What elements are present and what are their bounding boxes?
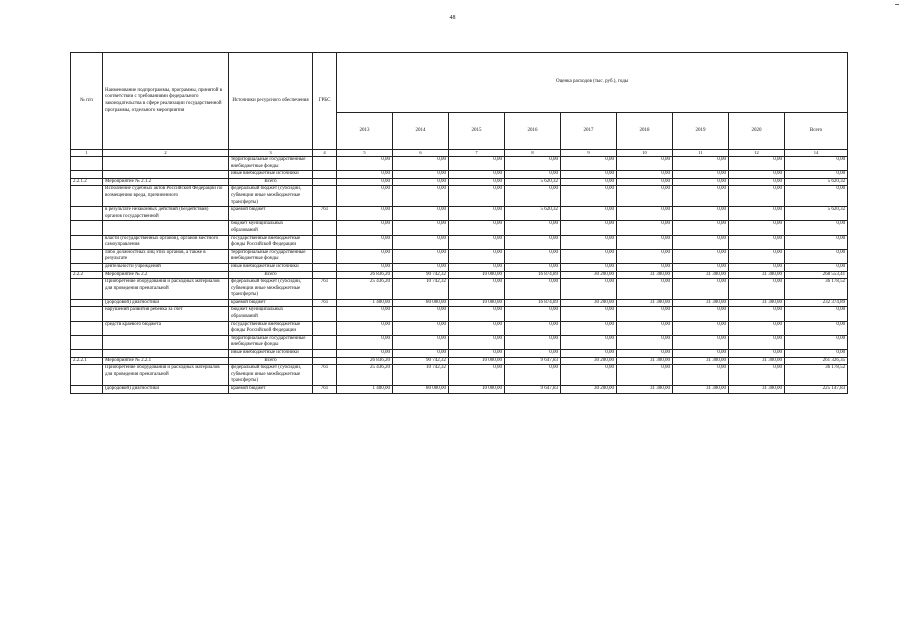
- row-grbs: [313, 157, 337, 171]
- column-index: 12: [729, 150, 785, 157]
- row-grbs: 761: [313, 299, 337, 307]
- row-value: 0,00: [393, 307, 449, 321]
- header-year: 2017: [561, 113, 617, 150]
- row-value: 0,00: [785, 307, 848, 321]
- row-grbs: 761: [313, 386, 337, 394]
- row-value: 0,00: [505, 157, 561, 171]
- row-grbs: [313, 271, 337, 279]
- row-value: 9 647,83: [505, 386, 561, 394]
- row-value: 0,00: [729, 365, 785, 386]
- header-name: Наименование подпрограммы, программы, принятой в соответствии с требованиями федерального законодательства в сфере реализации государственной программы, отдельного мероприятия: [103, 53, 229, 150]
- row-value: 10 000,00: [449, 271, 505, 279]
- column-index: 1: [71, 150, 103, 157]
- row-value: 9 647,83: [505, 357, 561, 365]
- row-value: 5 620,32: [505, 178, 561, 186]
- table-row: [71, 186, 848, 207]
- row-number: [71, 235, 103, 249]
- row-value: 0,00: [729, 263, 785, 271]
- row-value: 0,00: [617, 235, 673, 249]
- table-row: [71, 350, 848, 358]
- table-row: [71, 279, 848, 300]
- row-value: 0,00: [337, 307, 393, 321]
- row-value: 0,00: [337, 178, 393, 186]
- table-row: [71, 207, 848, 221]
- header-year: 2013: [337, 113, 393, 150]
- row-value: 30 200,00: [561, 299, 617, 307]
- row-grbs: 761: [313, 365, 337, 386]
- row-value: 16 874,89: [505, 271, 561, 279]
- row-grbs: [313, 357, 337, 365]
- row-value: 0,00: [617, 157, 673, 171]
- row-number: [71, 221, 103, 235]
- row-value: 0,00: [673, 221, 729, 235]
- row-value: 0,00: [337, 186, 393, 207]
- row-name: (дородовой) диагностики: [103, 386, 229, 394]
- row-source: территориальные государственные внебюджетные фонды: [229, 249, 313, 263]
- row-name: Приобретение оборудования и расходных материалов для проведения пренатальной: [103, 279, 229, 300]
- row-value: 36 178,52: [785, 365, 848, 386]
- row-value: 0,00: [673, 263, 729, 271]
- row-value: 0,00: [729, 321, 785, 335]
- row-value: 0,00: [449, 307, 505, 321]
- row-number: [71, 386, 103, 394]
- row-value: 10 000,00: [449, 386, 505, 394]
- row-value: 0,00: [673, 171, 729, 179]
- header-source: Источники ресурсного обеспечения: [229, 53, 313, 150]
- column-index: 7: [449, 150, 505, 157]
- row-value: 0,00: [449, 350, 505, 358]
- row-value: 0,00: [337, 249, 393, 263]
- row-value: 0,00: [337, 335, 393, 349]
- row-grbs: 761: [313, 207, 337, 221]
- row-value: 0,00: [505, 186, 561, 207]
- row-source: Всего: [229, 357, 313, 365]
- row-value: 0,00: [729, 249, 785, 263]
- row-value: 0,00: [617, 249, 673, 263]
- row-value: 0,00: [729, 186, 785, 207]
- row-value: 0,00: [337, 350, 393, 358]
- row-name: власти (государственных органов), органов местного самоуправления: [103, 235, 229, 249]
- row-value: 0,00: [617, 221, 673, 235]
- row-value: 232 374,89: [785, 299, 848, 307]
- row-value: 0,00: [561, 365, 617, 386]
- row-name: Мероприятие № 2.1.2: [103, 178, 229, 186]
- row-value: 31 300,00: [729, 271, 785, 279]
- row-value: 0,00: [673, 178, 729, 186]
- row-grbs: [313, 249, 337, 263]
- row-name: Исполнение судебных актов Российской Федерации по возмещению вреда, причиненного: [103, 186, 229, 207]
- row-value: 31 300,00: [673, 299, 729, 307]
- row-number: [71, 157, 103, 171]
- row-value: 0,00: [505, 350, 561, 358]
- header-grbs: ГРБС: [313, 53, 337, 150]
- table-row: [71, 171, 848, 179]
- row-name: либо должностных лиц этих органов, а также в результате: [103, 249, 229, 263]
- row-value: 0,00: [673, 279, 729, 300]
- row-source: Всего: [229, 271, 313, 279]
- row-source: краевой бюджет: [229, 299, 313, 307]
- row-value: 0,00: [449, 365, 505, 386]
- row-value: 261 326,35: [785, 357, 848, 365]
- table-row: [71, 386, 848, 394]
- row-value: 31 300,00: [617, 299, 673, 307]
- budget-table: [70, 52, 848, 394]
- row-value: 0,00: [505, 221, 561, 235]
- row-name: [103, 335, 229, 349]
- header-year: 2018: [617, 113, 673, 150]
- row-value: 25 436,20: [337, 279, 393, 300]
- row-value: 90 742,32: [393, 357, 449, 365]
- row-source: федеральный бюджет (субсидии, субвенции иные межбюджетные трансферты): [229, 279, 313, 300]
- row-name: деятельности учреждений: [103, 263, 229, 271]
- row-value: 0,00: [617, 263, 673, 271]
- row-grbs: [313, 178, 337, 186]
- table-row: [71, 178, 848, 186]
- row-value: 30 200,00: [561, 386, 617, 394]
- row-value: 0,00: [785, 335, 848, 349]
- row-value: 16 874,89: [505, 299, 561, 307]
- row-value: 0,00: [617, 335, 673, 349]
- row-number: [71, 321, 103, 335]
- row-source: государственные внебюджетные фонды Российской Федерации: [229, 321, 313, 335]
- row-grbs: [313, 171, 337, 179]
- row-name: [103, 157, 229, 171]
- row-value: 0,00: [785, 263, 848, 271]
- row-value: 31 300,00: [673, 271, 729, 279]
- row-value: 31 300,00: [729, 299, 785, 307]
- row-value: 0,00: [337, 321, 393, 335]
- row-number: [71, 350, 103, 358]
- table-row: [71, 357, 848, 365]
- row-value: 0,00: [337, 207, 393, 221]
- row-value: 0,00: [561, 335, 617, 349]
- row-value: 0,00: [393, 186, 449, 207]
- row-value: 0,00: [729, 335, 785, 349]
- row-name: нарушений развития ребенка за счет: [103, 307, 229, 321]
- row-grbs: 761: [313, 279, 337, 300]
- row-value: 0,00: [393, 335, 449, 349]
- row-value: 0,00: [393, 350, 449, 358]
- row-source: территориальные государственные внебюджетные фонды: [229, 335, 313, 349]
- row-value: 0,00: [729, 235, 785, 249]
- column-index: 10: [617, 150, 673, 157]
- row-value: 0,00: [785, 350, 848, 358]
- row-value: 0,00: [505, 307, 561, 321]
- row-value: 0,00: [617, 350, 673, 358]
- row-name: [103, 221, 229, 235]
- row-value: 0,00: [561, 186, 617, 207]
- row-value: 0,00: [673, 321, 729, 335]
- column-index: 6: [393, 150, 449, 157]
- row-source: краевой бюджет: [229, 207, 313, 221]
- row-value: 0,00: [449, 186, 505, 207]
- row-value: 31 300,00: [729, 386, 785, 394]
- row-value: 0,00: [729, 307, 785, 321]
- row-value: 31 300,00: [617, 357, 673, 365]
- row-value: 36 178,52: [785, 279, 848, 300]
- column-index: 11: [673, 150, 729, 157]
- row-source: территориальные государственные внебюджетные фонды: [229, 157, 313, 171]
- row-value: 0,00: [785, 171, 848, 179]
- row-value: 0,00: [449, 171, 505, 179]
- row-value: 0,00: [505, 365, 561, 386]
- row-value: 0,00: [561, 321, 617, 335]
- row-value: 0,00: [449, 235, 505, 249]
- row-value: 0,00: [673, 350, 729, 358]
- row-value: 80 000,00: [393, 299, 449, 307]
- row-value: 5 620,32: [785, 207, 848, 221]
- table-row: [71, 263, 848, 271]
- row-value: 1 400,00: [337, 299, 393, 307]
- row-value: 0,00: [729, 350, 785, 358]
- row-name: [103, 171, 229, 179]
- table-row: [71, 221, 848, 235]
- row-value: 0,00: [673, 365, 729, 386]
- row-value: 0,00: [673, 157, 729, 171]
- row-source: федеральный бюджет (субсидии, субвенции иные межбюджетные трансферты): [229, 186, 313, 207]
- row-number: [71, 279, 103, 300]
- column-index: 9: [561, 150, 617, 157]
- row-value: 0,00: [393, 263, 449, 271]
- row-value: 0,00: [785, 321, 848, 335]
- row-value: 0,00: [449, 335, 505, 349]
- row-value: 0,00: [561, 157, 617, 171]
- row-value: 0,00: [617, 279, 673, 300]
- row-value: 0,00: [449, 157, 505, 171]
- row-grbs: [313, 307, 337, 321]
- header-year: 2020: [729, 113, 785, 150]
- row-name: Приобретение оборудования и расходных материалов для проведения пренатальной: [103, 365, 229, 386]
- row-value: 0,00: [449, 221, 505, 235]
- row-number: 2.2.2.1: [71, 357, 103, 365]
- row-value: 80 000,00: [393, 386, 449, 394]
- column-index: 8: [505, 150, 561, 157]
- row-name: Мероприятие № 2.2: [103, 271, 229, 279]
- row-value: 0,00: [393, 207, 449, 221]
- row-value: 268 553,41: [785, 271, 848, 279]
- row-value: 0,00: [449, 263, 505, 271]
- row-value: 0,00: [337, 221, 393, 235]
- row-source: Всего: [229, 178, 313, 186]
- row-value: 0,00: [561, 263, 617, 271]
- row-value: 31 300,00: [729, 357, 785, 365]
- row-value: 30 200,00: [561, 271, 617, 279]
- row-value: 0,00: [561, 207, 617, 221]
- row-value: 0,00: [561, 350, 617, 358]
- row-value: 0,00: [393, 171, 449, 179]
- row-value: 0,00: [561, 221, 617, 235]
- row-value: 0,00: [673, 186, 729, 207]
- row-source: бюджет муниципальных образований: [229, 221, 313, 235]
- row-source: государственные внебюджетные фонды Российской Федерации: [229, 235, 313, 249]
- row-value: 0,00: [337, 235, 393, 249]
- row-source: краевой бюджет: [229, 386, 313, 394]
- row-value: 0,00: [729, 178, 785, 186]
- row-value: 10 000,00: [449, 357, 505, 365]
- row-number: [71, 335, 103, 349]
- row-grbs: [313, 335, 337, 349]
- table-row: [71, 335, 848, 349]
- row-name: средств краевого бюджета: [103, 321, 229, 335]
- table-row: [71, 307, 848, 321]
- row-value: 0,00: [393, 249, 449, 263]
- row-name: [103, 350, 229, 358]
- row-value: 0,00: [617, 171, 673, 179]
- row-value: 0,00: [505, 263, 561, 271]
- row-value: 30 200,00: [561, 357, 617, 365]
- row-number: [71, 207, 103, 221]
- row-value: 0,00: [617, 307, 673, 321]
- scan-mark: [895, 4, 899, 5]
- row-value: 0,00: [673, 335, 729, 349]
- row-value: 0,00: [617, 321, 673, 335]
- row-value: 5 620,32: [505, 207, 561, 221]
- row-value: 0,00: [449, 249, 505, 263]
- table-row: [71, 321, 848, 335]
- row-value: 31 300,00: [617, 386, 673, 394]
- table-row: [71, 235, 848, 249]
- row-value: 5 620,32: [785, 178, 848, 186]
- row-value: 0,00: [729, 279, 785, 300]
- row-value: 0,00: [449, 321, 505, 335]
- row-value: 0,00: [561, 307, 617, 321]
- row-value: 0,00: [505, 171, 561, 179]
- row-value: 0,00: [505, 235, 561, 249]
- column-index: 2: [103, 150, 229, 157]
- row-value: 0,00: [673, 235, 729, 249]
- row-value: 1 400,00: [337, 386, 393, 394]
- header-year: 2014: [393, 113, 449, 150]
- row-name: (дородовой) диагностики: [103, 299, 229, 307]
- row-value: 90 742,32: [393, 271, 449, 279]
- table-row: [71, 249, 848, 263]
- row-value: 0,00: [785, 221, 848, 235]
- row-grbs: [313, 235, 337, 249]
- row-name: Мероприятие № 2.2.1: [103, 357, 229, 365]
- header-costs: Оценка расходов (тыс. руб.), годы: [337, 53, 848, 113]
- row-value: 31 300,00: [673, 386, 729, 394]
- column-index: 3: [229, 150, 313, 157]
- row-value: 0,00: [393, 221, 449, 235]
- header-year: 2019: [673, 113, 729, 150]
- row-source: иные внебюджетные источники: [229, 263, 313, 271]
- row-value: 10 742,32: [393, 279, 449, 300]
- row-value: 0,00: [785, 186, 848, 207]
- row-value: 10 742,32: [393, 365, 449, 386]
- row-value: 0,00: [729, 207, 785, 221]
- column-index: 14: [785, 150, 848, 157]
- row-value: 0,00: [393, 178, 449, 186]
- row-number: 2.2.1.2: [71, 178, 103, 186]
- row-value: 0,00: [785, 249, 848, 263]
- row-number: [71, 307, 103, 321]
- row-value: 0,00: [561, 235, 617, 249]
- row-source: бюджет муниципальных образований: [229, 307, 313, 321]
- row-number: [71, 186, 103, 207]
- row-source: федеральный бюджет (субсидии, субвенции иные межбюджетные трансферты): [229, 365, 313, 386]
- row-value: 0,00: [561, 249, 617, 263]
- row-grbs: [313, 321, 337, 335]
- row-grbs: [313, 350, 337, 358]
- row-value: 0,00: [617, 178, 673, 186]
- row-source: иные внебюджетные источники: [229, 350, 313, 358]
- row-grbs: [313, 263, 337, 271]
- row-value: 0,00: [561, 279, 617, 300]
- row-value: 0,00: [449, 279, 505, 300]
- row-value: 31 300,00: [673, 357, 729, 365]
- row-grbs: [313, 221, 337, 235]
- row-value: 31 300,00: [617, 271, 673, 279]
- row-number: [71, 365, 103, 386]
- row-number: 2.2.2: [71, 271, 103, 279]
- row-value: 0,00: [337, 263, 393, 271]
- row-value: 0,00: [393, 321, 449, 335]
- column-index: 4: [313, 150, 337, 157]
- row-value: 0,00: [505, 321, 561, 335]
- row-value: 0,00: [505, 335, 561, 349]
- row-value: 0,00: [337, 171, 393, 179]
- header-year: 2015: [449, 113, 505, 150]
- row-source: иные внебюджетные источники: [229, 171, 313, 179]
- row-value: 0,00: [785, 235, 848, 249]
- row-value: 0,00: [673, 307, 729, 321]
- row-value: 0,00: [449, 178, 505, 186]
- row-value: 225 147,83: [785, 386, 848, 394]
- table-row: [71, 365, 848, 386]
- row-value: 0,00: [617, 365, 673, 386]
- row-value: 0,00: [505, 279, 561, 300]
- row-value: 0,00: [617, 207, 673, 221]
- row-value: 26 836,20: [337, 271, 393, 279]
- row-value: 0,00: [729, 171, 785, 179]
- row-number: [71, 263, 103, 271]
- row-value: 25 436,20: [337, 365, 393, 386]
- row-name: в результате незаконных действий (бездействия) органов государственной: [103, 207, 229, 221]
- row-grbs: [313, 186, 337, 207]
- row-value: 10 000,00: [449, 299, 505, 307]
- row-value: 0,00: [729, 221, 785, 235]
- row-value: 0,00: [673, 207, 729, 221]
- row-value: 26 836,20: [337, 357, 393, 365]
- header-year: Всего: [785, 113, 848, 150]
- row-number: [71, 299, 103, 307]
- page-number: 48: [449, 15, 456, 21]
- table-row: [71, 157, 848, 171]
- row-value: 0,00: [337, 157, 393, 171]
- row-value: 0,00: [561, 178, 617, 186]
- row-value: 0,00: [393, 157, 449, 171]
- row-value: 0,00: [729, 157, 785, 171]
- row-value: 0,00: [617, 186, 673, 207]
- header-year: 2016: [505, 113, 561, 150]
- header-no: № п/п: [71, 53, 103, 150]
- table-row: [71, 299, 848, 307]
- table-row: [71, 271, 848, 279]
- row-value: 0,00: [561, 171, 617, 179]
- row-value: 0,00: [449, 207, 505, 221]
- row-value: 0,00: [393, 235, 449, 249]
- column-index: 5: [337, 150, 393, 157]
- row-number: [71, 171, 103, 179]
- row-value: 0,00: [505, 249, 561, 263]
- row-value: 0,00: [785, 157, 848, 171]
- row-value: 0,00: [673, 249, 729, 263]
- row-number: [71, 249, 103, 263]
